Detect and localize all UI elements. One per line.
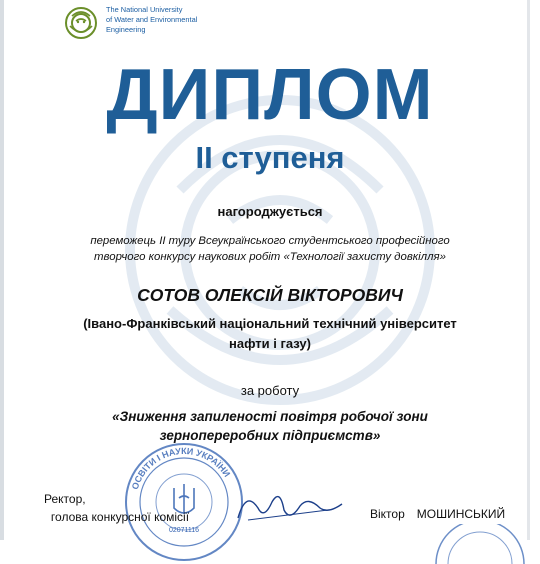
affiliation-line: (Івано-Франківський національний технічний університет: [83, 316, 457, 331]
work-title-line: «Зниження запиленості повітря робочої зони: [112, 409, 428, 424]
role-line: голова конкурсної комісії: [50, 510, 190, 524]
recipient-affiliation: [30, 314, 510, 354]
seal-text: ОСВІТИ І НАУКИ УКРАЇНИ: [129, 445, 233, 491]
university-logo-icon: [64, 6, 98, 40]
diploma-degree: ІІ ступеня: [195, 140, 345, 175]
affiliation-line: нафти і газу): [229, 336, 311, 351]
work-title: [40, 407, 500, 445]
signatory-role: [30, 490, 210, 526]
work-label: за роботу: [240, 383, 300, 398]
diploma-title: ДИПЛОМ: [106, 55, 434, 135]
university-name-line: Engineering: [106, 25, 146, 34]
description-line: переможець ІІ туру Всеукраїнського студентського професійного: [90, 235, 450, 247]
signatory-name: [370, 507, 517, 521]
role-line: Ректор,: [44, 492, 86, 506]
description-line: творчого конкурсу наукових робіт «Технології захисту довкілля»: [94, 251, 446, 263]
university-name-line: The National University: [106, 5, 183, 14]
university-name-line: of Water and Environmental: [106, 15, 198, 24]
svg-text:ОСВІТИ І НАУКИ УКРАЇНИ: [130, 446, 232, 491]
signatory-last-name: МОШИНСЬКИЙ: [416, 507, 506, 521]
work-title-line: зернопереробних підприємств»: [159, 428, 381, 443]
handwritten-signature: [228, 480, 348, 530]
signatory-first-name: Віктор: [370, 507, 405, 521]
seal-code: 02071116: [168, 527, 200, 534]
secondary-seal-icon: [432, 524, 528, 564]
university-name: [106, 5, 256, 35]
award-description: [40, 233, 500, 265]
awarded-text: нагороджується: [217, 204, 323, 219]
recipient-name: СОТОВ ОЛЕКСІЙ ВІКТОРОВИЧ: [137, 285, 403, 305]
